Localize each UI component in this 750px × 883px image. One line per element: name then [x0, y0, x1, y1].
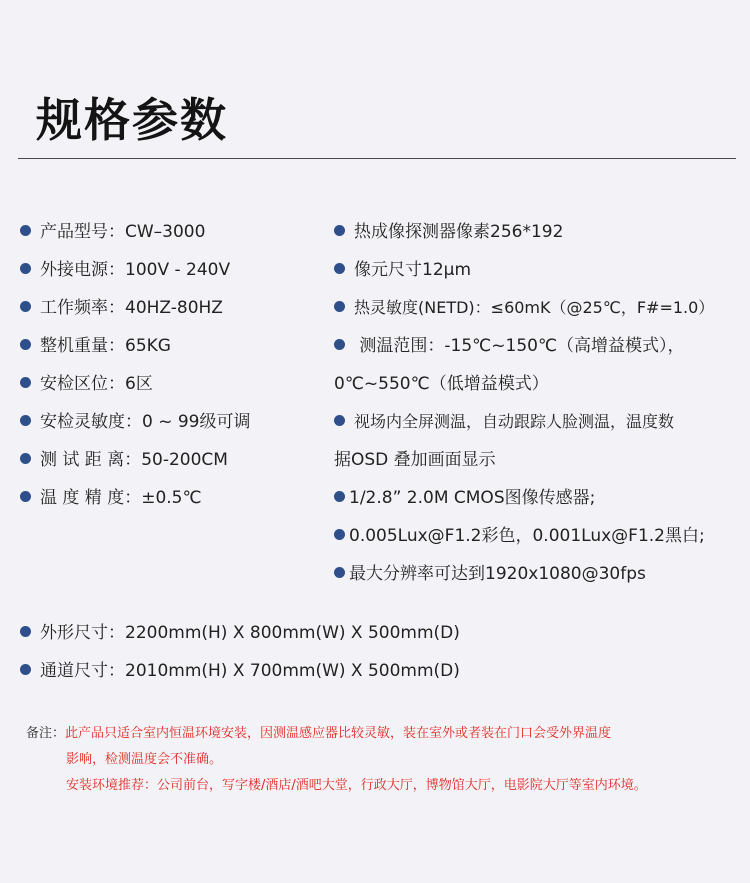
spec-item-lux: 0.005Lux@F1.2彩色，0.001Lux@F1.2黑白;	[334, 526, 705, 546]
spec-item-osd: 据OSD 叠加画面显示	[334, 450, 496, 470]
bullet-icon	[20, 377, 31, 388]
note-line-1: 备注：此产品只适合室内恒温环境安装，因测温感应器比较灵敏，装在室外或者装在门口会受外界温度	[26, 726, 612, 741]
bullet-icon	[334, 491, 345, 502]
spec-item-resolution: 最大分辨率可达到1920x1080@30fps	[334, 564, 646, 584]
spec-item-weight: 整机重量：65KG	[20, 336, 171, 356]
page-title: 规格参数	[36, 93, 228, 147]
spec-item-cmos: 1/2.8” 2.0M CMOS图像传感器;	[334, 488, 595, 508]
bullet-icon	[20, 301, 31, 312]
spec-item-outer-dimensions: 外形尺寸：2200mm(H) X 800mm(W) X 500mm(D)	[20, 623, 460, 643]
bullet-icon	[20, 339, 31, 350]
title-divider	[18, 158, 736, 159]
spec-item-pixel-size: 像元尺寸12μm	[334, 260, 471, 280]
bullet-icon	[334, 567, 345, 578]
spec-item-thermal-pixels: 热成像探测器像素256*192	[334, 222, 563, 242]
spec-item-distance: 测 试 距 离：50-200CM	[20, 450, 228, 470]
bullet-icon	[20, 263, 31, 274]
spec-item-face-tracking: 视场内全屏测温，自动跟踪人脸测温，温度数	[334, 412, 674, 432]
note-line-3: 安装环境推荐：公司前台，写字楼/酒店/酒吧大堂，行政大厅，博物馆大厅，电影院大厅等室内环境。	[66, 778, 647, 793]
spec-item-netd: 热灵敏度(NETD)：≤60mK（@25℃，F#=1.0）	[334, 298, 714, 318]
bullet-icon	[334, 225, 345, 236]
spec-item-channel-dimensions: 通道尺寸：2010mm(H) X 700mm(W) X 500mm(D)	[20, 661, 460, 681]
spec-item-temp-accuracy: 温 度 精 度：±0.5℃	[20, 488, 202, 508]
note-label: 备注：	[26, 726, 66, 741]
bullet-icon	[334, 301, 345, 312]
spec-item-temp-range-cont: 0℃~550℃（低增益模式）	[334, 374, 549, 394]
bullet-icon	[20, 415, 31, 426]
spec-item-temp-range: 测温范围：-15℃~150℃（高增益模式），	[334, 336, 685, 356]
bullet-icon	[334, 529, 345, 540]
bullet-icon	[20, 491, 31, 502]
spec-item-model: 产品型号：CW–3000	[20, 222, 205, 242]
bullet-icon	[334, 339, 345, 350]
spec-item-frequency: 工作频率：40HZ-80HZ	[20, 298, 223, 318]
spec-item-zones: 安检区位：6区	[20, 374, 153, 394]
bullet-icon	[20, 664, 31, 675]
bullet-icon	[20, 225, 31, 236]
bullet-icon	[334, 263, 345, 274]
spec-item-power: 外接电源：100V - 240V	[20, 260, 230, 280]
spec-item-sensitivity: 安检灵敏度：0 ~ 99级可调	[20, 412, 251, 432]
bullet-icon	[334, 415, 345, 426]
note-line-2: 影响，检测温度会不准确。	[66, 752, 223, 767]
bullet-icon	[20, 453, 31, 464]
bullet-icon	[20, 626, 31, 637]
